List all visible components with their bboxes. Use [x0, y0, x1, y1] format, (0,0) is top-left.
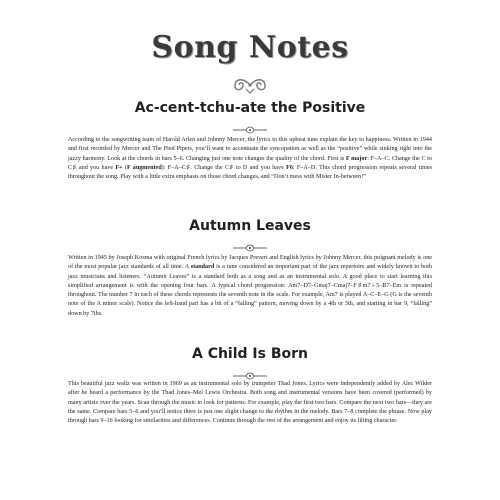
page-title: Song Notes	[151, 30, 349, 65]
section-heading: Ac-cent-tchu-ate the Positive	[134, 100, 366, 116]
bold-term: F6	[286, 164, 293, 171]
text-run: Written in 1945 by Joseph Kosma with original French lyrics by Jacques Prevert and English lyrics by Johnny Mercer, this poignant melody is one of the most popular jazz standards of all time. A	[68, 255, 432, 271]
section-paragraph	[68, 254, 432, 319]
bold-term: standard	[190, 264, 215, 271]
text-run: (	[122, 164, 127, 171]
text-run: According to the songwriting team of Harold Arlen and Johnny Mercer, the lyrics to this upbeat tune explain the key to happiness. Written in 1944 and first recorded by Mercer and The Pied Pipers, you’ll want to accentuate the syncopation as well as the “positive” while sinking right into the jazzy harmony. Look at the chords in bars 5–6. Changing just one note changes the quality of the chord. First is	[68, 137, 432, 162]
section-paragraph	[68, 380, 432, 426]
text-run: is a tune considered an important part of the jazz repertoire and widely known to both jazz musicians and listeners. “Autumn Leaves” is a standard both as a song and as an instrumental solo. A good place to start learning this simplified arrangement is with the opening four bars. A typical chord progression: Am7–D7–Gmaj7–Cmaj7–F♯m7♭5–B7–Em is repeated throughout. The number 7 in each of these chords represents the seventh note in the scale. For example, Am7 is played A–C–E–G (G is the seventh note of the A minor scale). Notice the left-hand part has a bit of a “falling” pattern, moving down by a 4th or 5th, and starting in bar 9, “falling” down by 7ths.	[68, 264, 433, 317]
bold-term: F augmented	[126, 164, 162, 171]
section-heading: A Child Is Born	[191, 346, 309, 362]
text-run: This beautiful jazz waltz was written in 1969 as an instrumental solo by trumpeter Thad Jones. Lyrics were independently added by Alec Wilder after he heard a performance by the Thad Jones–Mel Lewis Orchestra. Both song and instrumental versions have been covered (performed) by many artists over the years. Scan through the music to look for patterns. For example, play the first two bars. Compare the next two bars—they are the same. Compare bars 5–6 and you’ll notice there is just one slight change to the rhythm in the melody. Bars 7–8 complete the phrase. Now play through bars 9–16 looking for similarities and differences. Continue through the rest of the arrangement and enjoy its lilting character.	[68, 381, 432, 425]
text-run: : F–A–C. Change the C to C♯ and you have	[68, 155, 432, 171]
section-paragraph	[68, 136, 432, 182]
section-heading: Autumn Leaves	[189, 218, 311, 234]
text-run: : F–A–D. This chord progression repeats several times throughout the song. Play with a little extra emphasis on those chord changes, and “Don’t mess with Mister In-between!”	[68, 164, 432, 181]
bold-term: F+	[115, 164, 123, 171]
bold-term: F major	[345, 155, 368, 162]
scroll-ornament-icon	[0, 76, 500, 99]
text-run: ): F–A–C♯. Change the C♯ to D and you have	[161, 164, 287, 171]
